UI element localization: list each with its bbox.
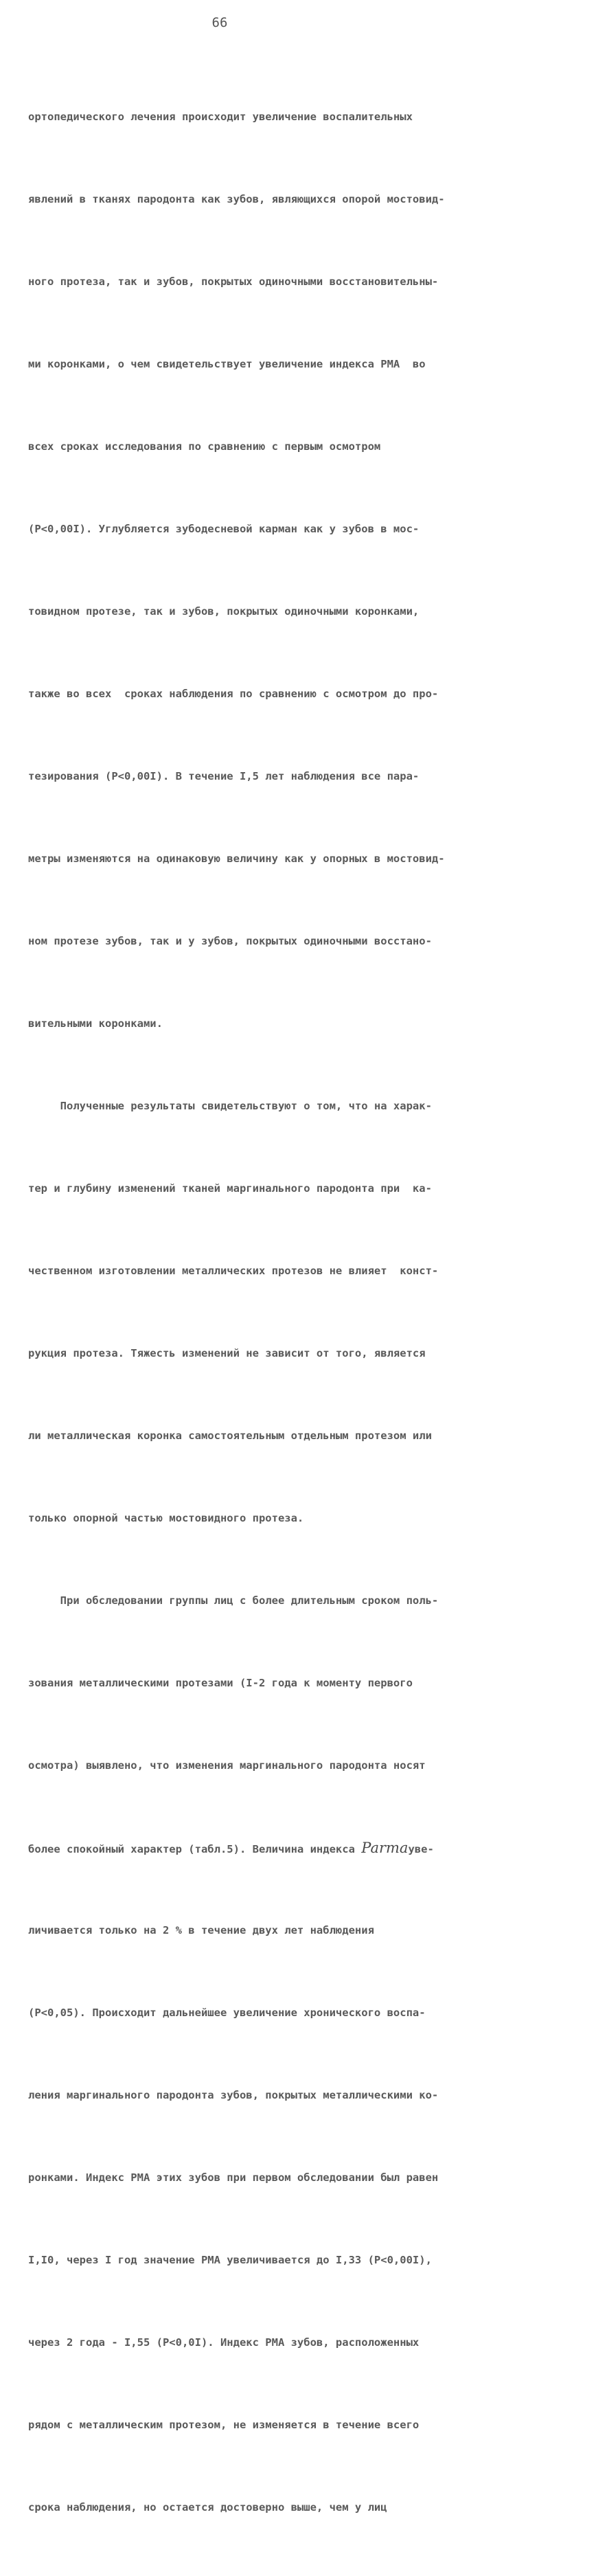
text-line-with-handwriting: [28, 1834, 577, 1862]
page-number: 66: [211, 15, 228, 30]
text-line: рядом с металлическим протезом, не изменяется в течение всего: [28, 2419, 420, 2431]
text-segment: более спокойный характер (табл.5). Величина индекса: [28, 1843, 362, 1855]
body-text: [28, 48, 577, 2576]
text-line: только опорной частью мостовидного протеза.: [28, 1512, 304, 1524]
text-line: тезирования (Р<0,00I). В течение I,5 лет наблюдения все пара-: [28, 770, 420, 782]
text-line: зования металлическими протезами (I-2 года к моменту первого: [28, 1677, 413, 1689]
text-line: рукция протеза. Тяжесть изменений не зависит от того, является: [28, 1347, 426, 1359]
text-line: ном протезе зубов, так и у зубов, покрытых одиночными восстано-: [28, 935, 432, 947]
text-line: тер и глубину изменений тканей маргинального пародонта при ка-: [28, 1182, 432, 1195]
text-line: I,I0, через I год значение РМА увеличивается до I,33 (Р<0,00I),: [28, 2254, 432, 2266]
text-line: через 2 года - I,55 (Р<0,0I). Индекс РМА зубов, расположенных: [28, 2336, 420, 2349]
text-line: Полученные результаты свидетельствуют о том, что на харак-: [28, 1100, 432, 1112]
handwritten-index: Parma: [361, 1840, 409, 1856]
text-line: всех сроках исследования по сравнению с первым осмотром: [28, 440, 381, 453]
text-line: ортопедического лечения происходит увеличение воспалительных: [28, 111, 413, 123]
text-line: явлений в тканях пародонта как зубов, являющихся опорой мостовид-: [28, 193, 445, 205]
text-line: личивается только на 2 % в течение двух лет наблюдения: [28, 1924, 374, 1936]
text-line: также во всех сроках наблюдения по сравнению с осмотром до про-: [28, 688, 439, 700]
text-segment: уве-: [408, 1843, 434, 1855]
text-line: вительными коронками.: [28, 1017, 163, 1030]
text-line: (Р<0,05). Происходит дальнейшее увеличение хронического воспа-: [28, 2007, 426, 2019]
text-line: срока наблюдения, но остается достоверно выше, чем у лиц: [28, 2501, 387, 2513]
text-line: При обследовании группы лиц с более длительным сроком поль-: [28, 1594, 439, 1607]
text-line: осмотра) выявлено, что изменения маргинального пародонта носят: [28, 1759, 426, 1772]
text-line: чественном изготовлении металлических протезов не влияет конст-: [28, 1265, 439, 1277]
text-line: ми коронками, о чем свидетельствует увеличение индекса РМА во: [28, 358, 426, 370]
text-line: ронками. Индекс РМА этих зубов при первом обследовании был равен: [28, 2171, 439, 2184]
text-line: товидном протезе, так и зубов, покрытых одиночными коронками,: [28, 605, 420, 618]
text-line: ного протеза, так и зубов, покрытых одиночными восстановительны-: [28, 275, 439, 288]
text-line: (Р<0,00I). Углубляется зубодесневой карман как у зубов в мос-: [28, 523, 420, 535]
text-line: ления маргинального пародонта зубов, покрытых металлическими ко-: [28, 2089, 439, 2101]
text-line: метры изменяются на одинаковую величину как у опорных в мостовид-: [28, 852, 445, 865]
text-line: ли металлическая коронка самостоятельным отдельным протезом или: [28, 1430, 432, 1442]
